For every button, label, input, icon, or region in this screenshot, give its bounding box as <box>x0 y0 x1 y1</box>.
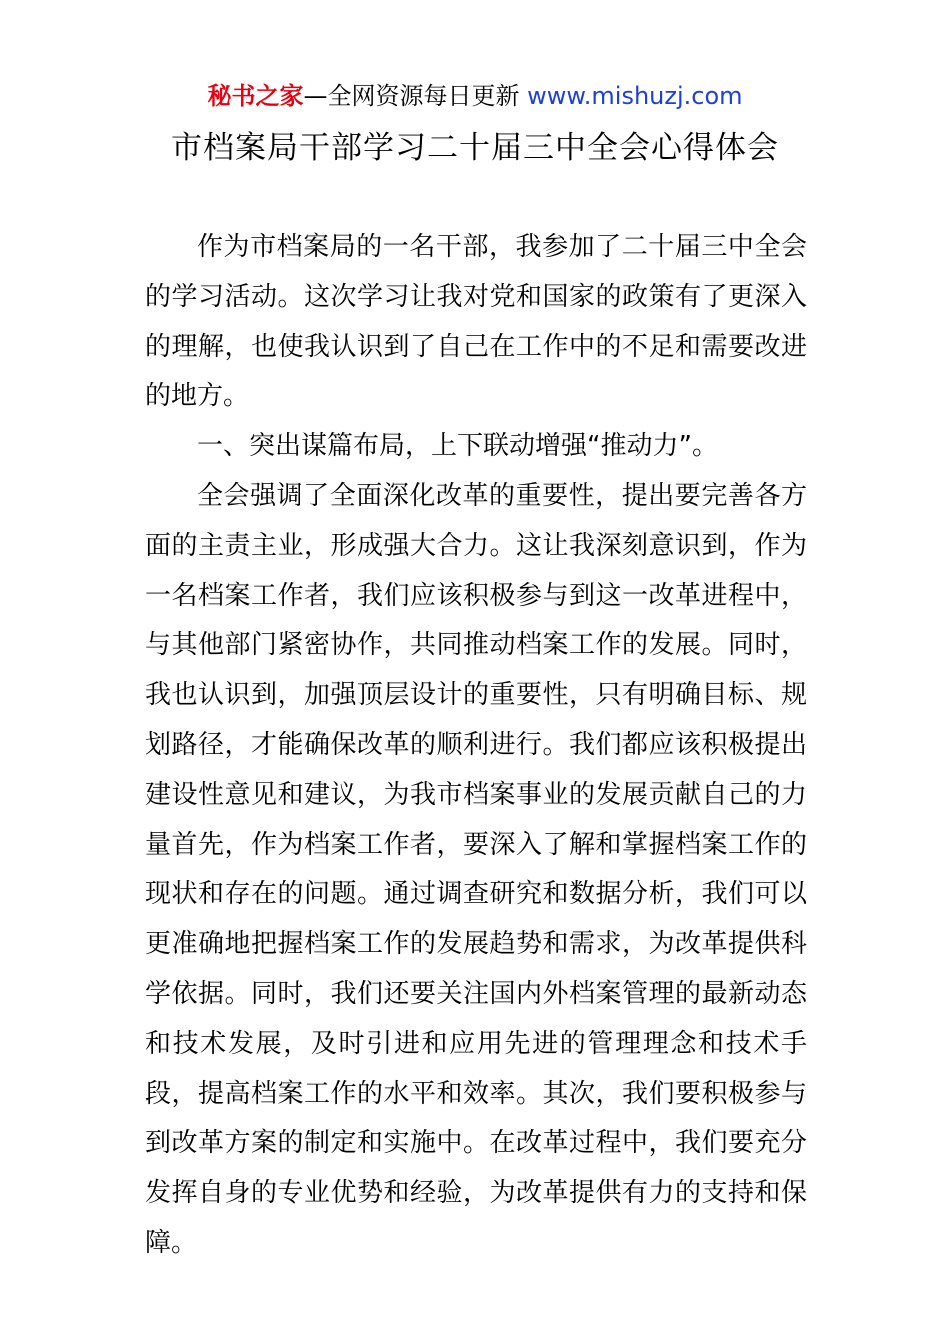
document-body <box>145 223 807 1269</box>
document-title: 市档案局干部学习二十届三中全会心得体会 <box>171 130 779 166</box>
header-tagline: —全网资源每日更新 <box>303 82 528 110</box>
body-paragraph-section-1: 全会强调了全面深化改革的重要性，提出要完善各方面的主责主业，形成强大合力。这让我深刻意识到，作为一名档案工作者，我们应该积极参与到这一改革进程中，与其他部门紧密协作，共同推动档案工作的发展。同时，我也认识到，加强顶层设计的重要性，只有明确目标、规划路径，才能确保改革的顺利进行。我们都应该积极提出建设性意见和建议，为我市档案事业的发展贡献自己的力量首先，作为档案工作者，要深入了解和掌握档案工作的现状和存在的问题。通过调查研究和数据分析，我们可以更准确地把握档案工作的发展趋势和需求，为改革提供科学依据。同时，我们还要关注国内外档案管理的最新动态和技术发展，及时引进和应用先进的管理理念和技术手段，提高档案工作的水平和效率。其次，我们要积极参与到改革方案的制定和实施中。在改革过程中，我们要充分发挥自身的专业优势和经验，为改革提供有力的支持和保障。 <box>145 480 807 1258</box>
site-url-link[interactable]: www.mishuzj.com <box>527 82 743 110</box>
site-header <box>0 80 950 112</box>
brand-name: 秘书之家 <box>207 82 304 110</box>
body-paragraph-intro: 作为市档案局的一名干部，我参加了二十届三中全会的学习活动。这次学习让我对党和国家的政策有了更深入的理解，也使我认识到了自己在工作中的不足和需要改进的地方。 <box>145 232 807 412</box>
section-heading-1: 一、突出谋篇布局，上下联动增强“推动力”。 <box>197 431 718 462</box>
